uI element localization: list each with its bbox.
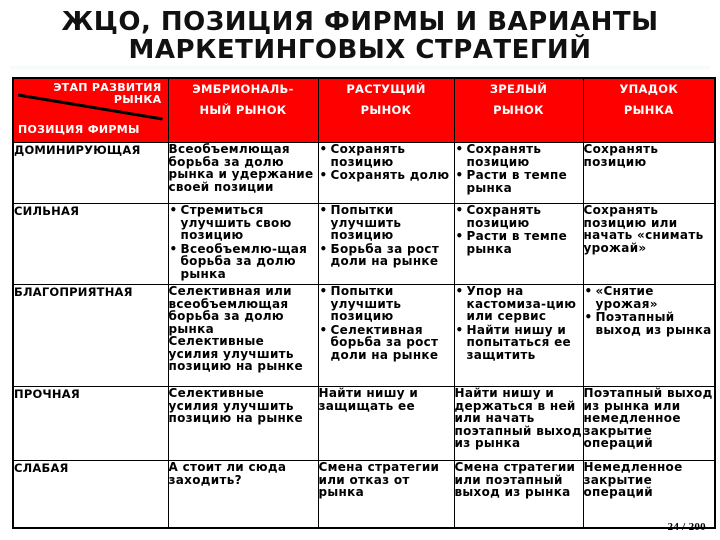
table-row-dominant [13, 143, 715, 204]
bullet-item: • Сохранять позицию [455, 204, 583, 229]
stage-label: ЭТАП РАЗВИТИЯ РЫНКА [53, 81, 162, 106]
title-divider-band [10, 66, 710, 72]
bullet-item: • Стремиться улучшить свою позицию [169, 204, 318, 242]
cell-embryonic [168, 285, 318, 387]
cell-growing [318, 143, 454, 204]
slide-title-line2: МАРКЕТИНГОВЫХ СТРАТЕГИЙ [128, 35, 592, 65]
cell-decline: Поэтапный выход из рынка или немедленное закрытие операций [583, 387, 715, 461]
column-header-decline: УПАДОК РЫНКА [583, 78, 715, 143]
bullet-item: • Попытки улучшить позицию [319, 285, 454, 323]
cell-decline: Немедленное закрытие операций [583, 461, 715, 529]
bullet-item: • Селективная борьба за рост доли на рынке [319, 324, 454, 362]
cell-mature [454, 204, 583, 285]
corner-header-cell [13, 78, 168, 143]
cell-decline: Сохранять позицию [583, 143, 715, 204]
row-label: БЛАГОПРИЯТНАЯ [13, 285, 168, 387]
slide-title-line1: ЖЦО, ПОЗИЦИЯ ФИРМЫ И ВАРИАНТЫ [61, 7, 659, 37]
column-header-growing: РАСТУЩИЙ РЫНОК [318, 78, 454, 143]
cell-embryonic: Селективные усилия улучшить позицию на рынке [168, 387, 318, 461]
table-row-weak [13, 461, 715, 529]
row-label: ДОМИНИРУЮЩАЯ [13, 143, 168, 204]
cell-text-secondary: Селективные усилия улучшить позицию на рынке [168, 334, 303, 373]
bullet-item: • Упор на кастомиза-цию или сервис [455, 285, 583, 323]
position-label: ПОЗИЦИЯ ФИРМЫ [18, 123, 140, 136]
cell-embryonic: Всеобъемлющая борьба за долю рынка и удержание своей позиции [168, 143, 318, 204]
bullet-item: • Поэтапный выход из рынка [584, 311, 715, 336]
table-header-row [13, 78, 715, 143]
bullet-item: • Сохранять позицию [455, 143, 583, 168]
cell-decline: Сохранять позицию или начать «снимать урожай» [583, 204, 715, 285]
cell-growing [318, 204, 454, 285]
bullet-item: • Борьба за рост доли на рынке [319, 243, 454, 268]
cell-growing [318, 285, 454, 387]
cell-embryonic: А стоит ли сюда заходить? [168, 461, 318, 529]
bullet-item: • Попытки улучшить позицию [319, 204, 454, 242]
cell-text: Селективная или всеобъемлющая борьба за долю рынка [168, 284, 292, 336]
slide-title [0, 8, 720, 64]
table-row-strong [13, 204, 715, 285]
bullet-item: • Расти в темпе рынка [455, 169, 583, 194]
bullet-item: • Всеобъемлю-щая борьба за долю рынка [169, 243, 318, 281]
cell-mature: Смена стратегии или поэтапный выход из рынка [454, 461, 583, 529]
row-label: СИЛЬНАЯ [13, 204, 168, 285]
table-row-tenable [13, 387, 715, 461]
cell-decline [583, 285, 715, 387]
column-header-embryonic: ЭМБРИОНАЛЬ- НЫЙ РЫНОК [168, 78, 318, 143]
cell-mature [454, 143, 583, 204]
table-row-favorable [13, 285, 715, 387]
cell-mature: Найти нишу и держаться в ней или начать поэтапный выход из рынка [454, 387, 583, 461]
bullet-item: • Расти в темпе рынка [455, 230, 583, 255]
row-label: СЛАБАЯ [13, 461, 168, 529]
strategy-matrix-table [12, 77, 716, 529]
cell-embryonic [168, 204, 318, 285]
column-header-mature: ЗРЕЛЫЙ РЫНОК [454, 78, 583, 143]
cell-growing: Найти нишу и защищать ее [318, 387, 454, 461]
bullet-item: • Сохранять долю [319, 169, 454, 182]
bullet-item: • «Снятие урожая» [584, 285, 715, 310]
row-label: ПРОЧНАЯ [13, 387, 168, 461]
page-number: 24 / 200 [667, 521, 706, 533]
bullet-item: • Найти нишу и попытаться ее защитить [455, 324, 583, 362]
bullet-item: • Сохранять позицию [319, 143, 454, 168]
cell-mature [454, 285, 583, 387]
cell-growing: Смена стратегии или отказ от рынка [318, 461, 454, 529]
